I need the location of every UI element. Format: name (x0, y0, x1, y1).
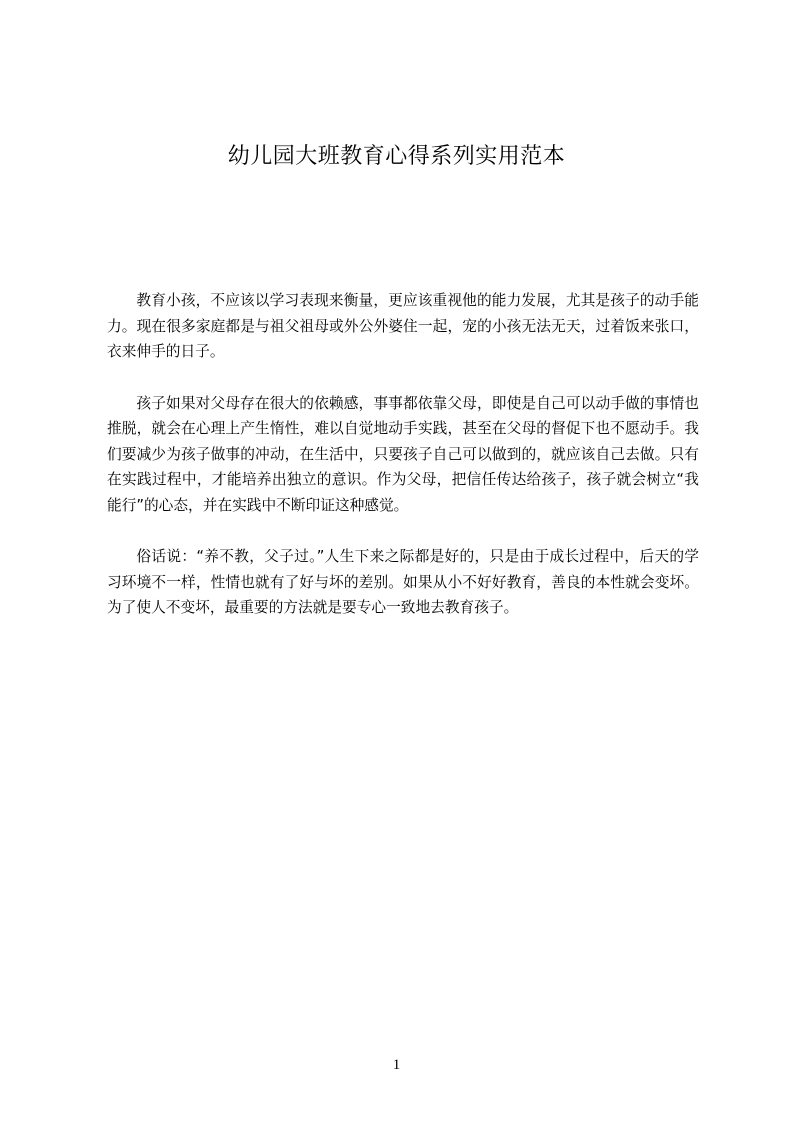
paragraph-3: 俗话说：“养不教，父子过。”人生下来之际都是好的，只是由于成长过程中，后天的学习环境不一样，性情也就有了好与坏的差别。如果从小不好好教育，善良的本性就会变坏。为了使人不变坏，最重要的方法就是要专心一致地去教育孩子。 (107, 548, 699, 616)
document-body (107, 288, 699, 647)
paragraph-1: 教育小孩，不应该以学习表现来衡量，更应该重视他的能力发展，尤其是孩子的动手能力。现在很多家庭都是与祖父祖母或外公外婆住一起，宠的小孩无法无天，过着饭来张口，衣来伸手的日子。 (107, 292, 699, 360)
page-number: 1 (392, 1057, 401, 1073)
document-title: 幼儿园大班教育心得系列实用范本 (227, 144, 566, 169)
paragraph-2: 孩子如果对父母存在很大的依赖感，事事都依靠父母，即使是自己可以动手做的事情也推脱，就会在心理上产生惰性，难以自觉地动手实践，甚至在父母的督促下也不愿动手。我们要减少为孩子做事的冲动，在生活中，只要孩子自己可以做到的，就应该自己去做。只有在实践过程中，才能培养出独立的意识。作为父母，把信任传达给孩子，孩子就会树立“我能行”的心态，并在实践中不断印证这种感觉。 (107, 394, 699, 514)
